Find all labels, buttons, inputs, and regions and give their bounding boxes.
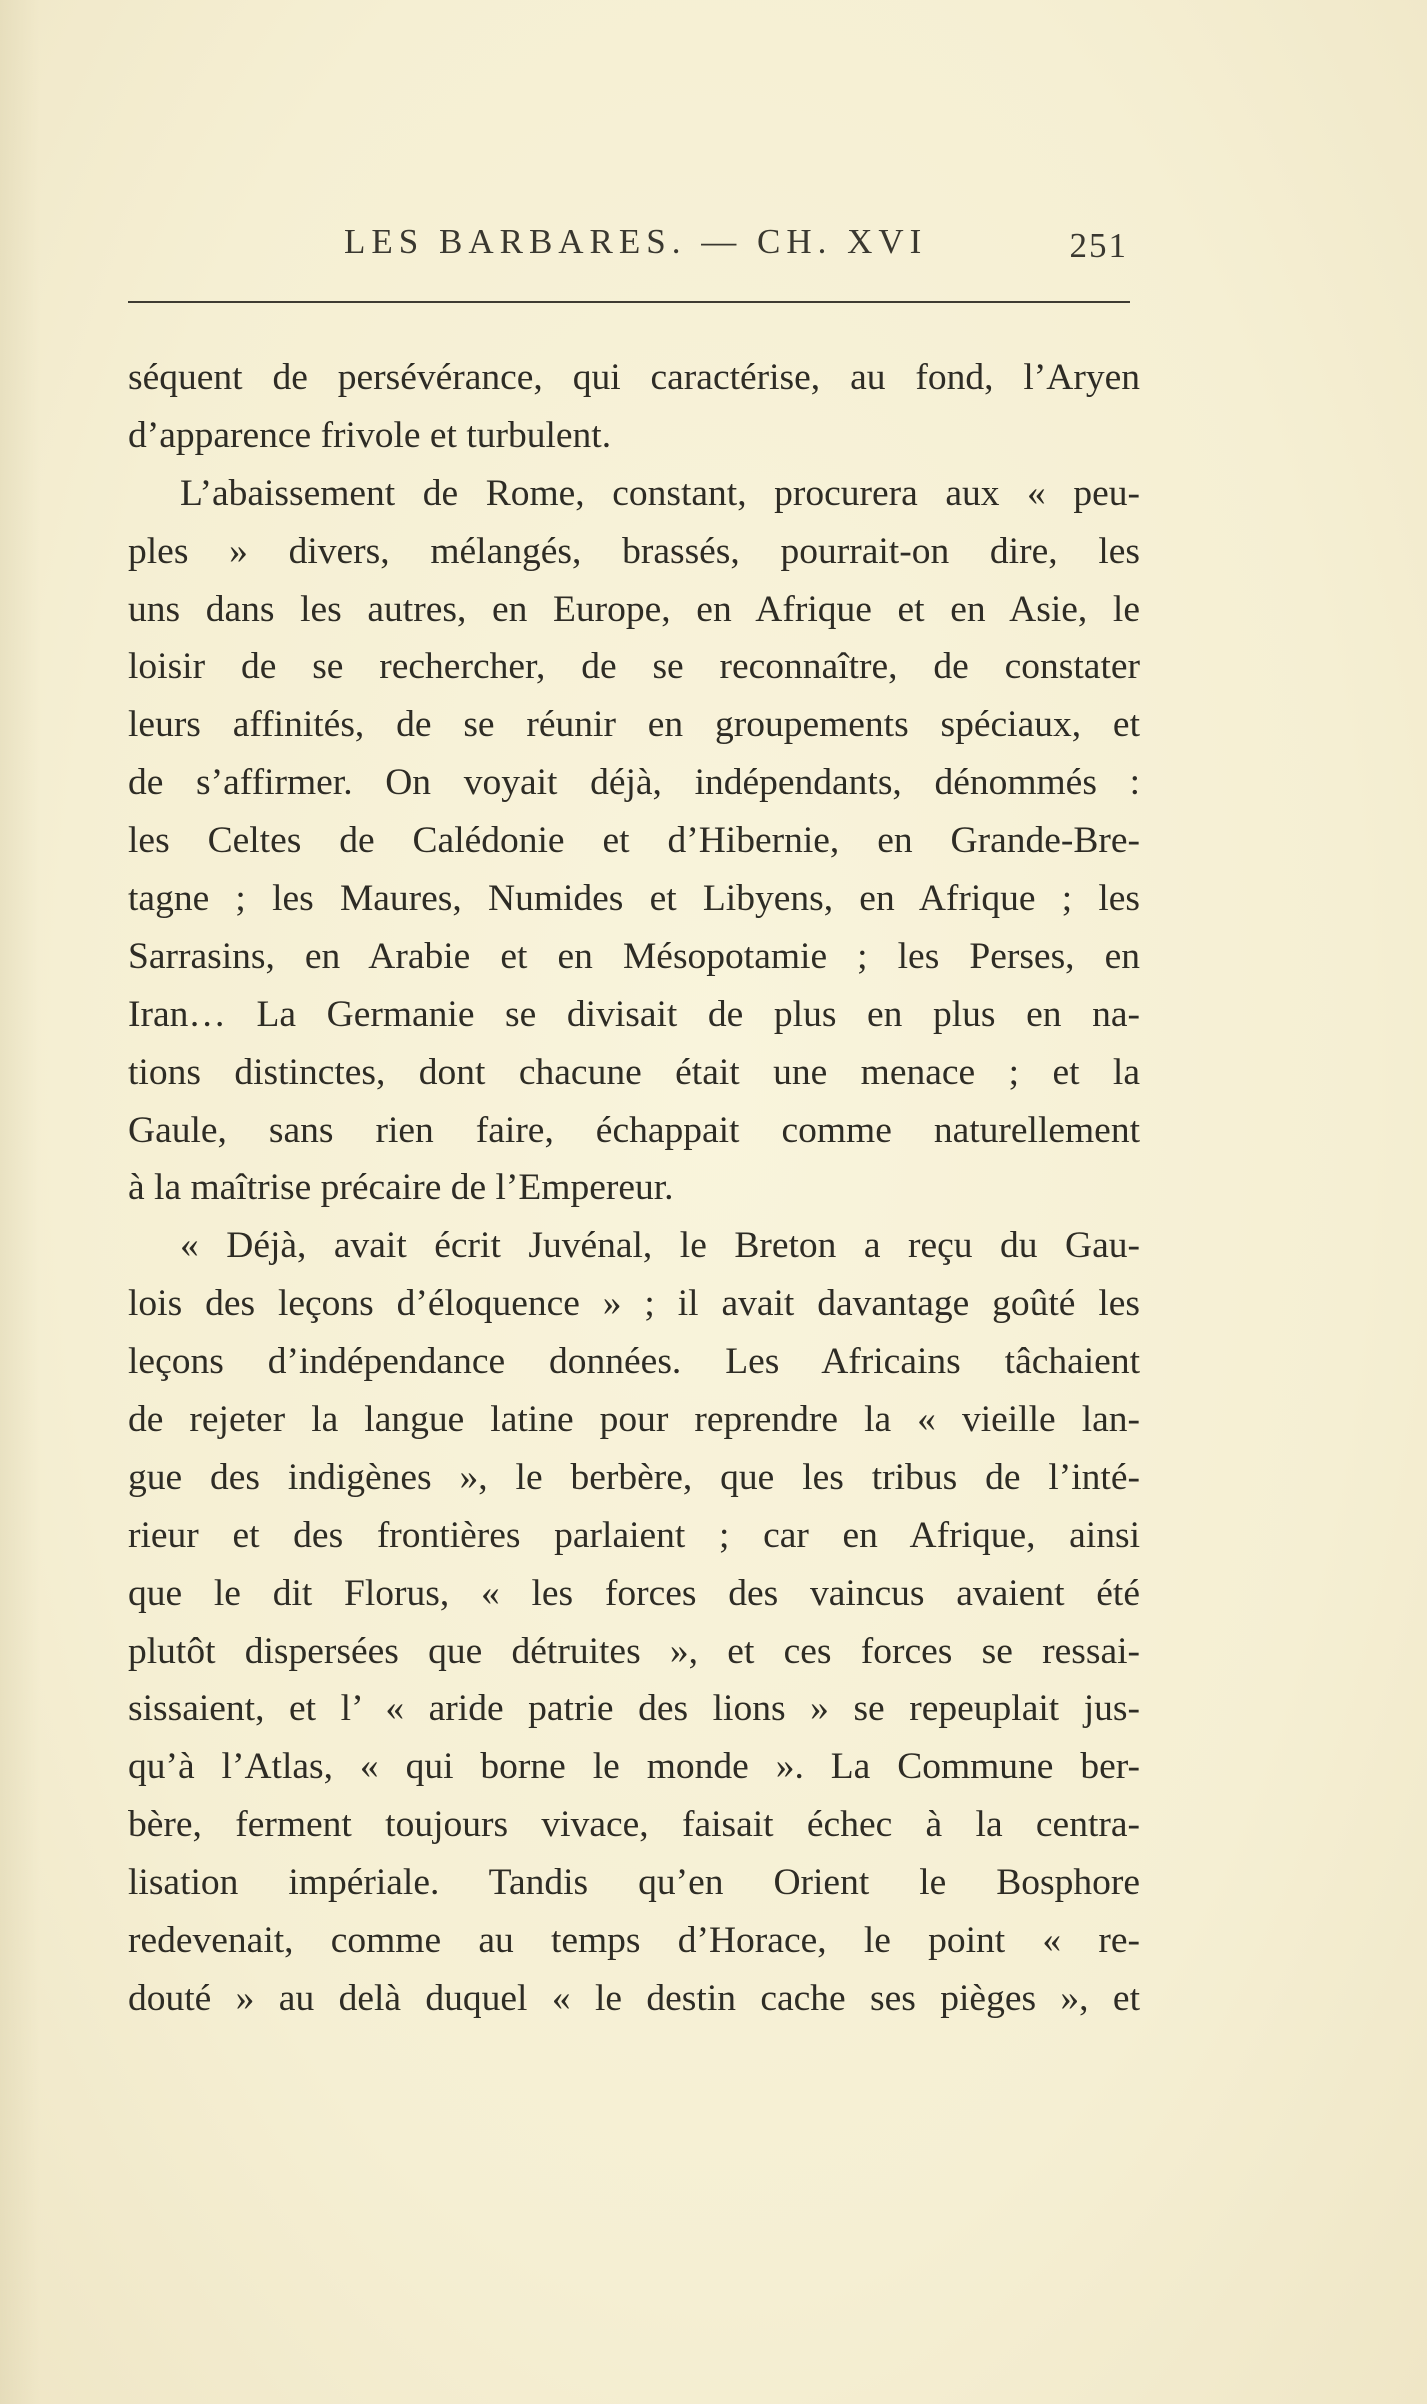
text-line: plutôt dispersées que détruites », et ces forces se ressai- <box>128 1630 1140 1672</box>
page-header <box>128 222 1128 282</box>
page-edge-shadow <box>0 0 40 2404</box>
text-line: rieur et des frontières parlaient ; car en Afrique, ainsi <box>128 1514 1140 1556</box>
text-line: séquent de persévérance, qui caractérise, au fond, l’Aryen <box>128 357 1140 398</box>
text-line: tions distinctes, dont chacune était une menace ; et la <box>128 1051 1140 1093</box>
text-line: Gaule, sans rien faire, échappait comme naturellement <box>128 1109 1140 1151</box>
text-line: loisir de se rechercher, de se reconnaître, de constater <box>128 646 1140 688</box>
running-head: LES BARBARES. — CH. XVI <box>344 222 928 261</box>
text-line: de s’affirmer. On voyait déjà, indépendants, dénommés : <box>128 762 1140 804</box>
text-line: bère, ferment toujours vivace, faisait échec à la centra- <box>128 1804 1140 1846</box>
text-line: leurs affinités, de se réunir en groupements spéciaux, et <box>128 704 1140 746</box>
text-line: douté » au delà duquel « le destin cache ses pièges », et <box>128 1977 1140 2019</box>
text-line: Iran… La Germanie se divisait de plus en plus en na- <box>128 993 1140 1035</box>
page-number: 251 <box>1069 226 1128 265</box>
text-line: redevenait, comme au temps d’Horace, le point « re- <box>128 1920 1140 1962</box>
text-line: sissaient, et l’ « aride patrie des lions » se repeuplait jus- <box>128 1688 1140 1730</box>
text-line: lisation impériale. Tandis qu’en Orient le Bosphore <box>128 1862 1140 1904</box>
text-line: lois des leçons d’éloquence » ; il avait davantage goûté les <box>128 1283 1140 1325</box>
text-line: que le dit Florus, « les forces des vaincus avaient été <box>128 1572 1140 1614</box>
text-line: gue des indigènes », le berbère, que les tribus de l’inté- <box>128 1456 1140 1498</box>
text-line: qu’à l’Atlas, « qui borne le monde ». La Commune ber- <box>128 1746 1140 1788</box>
header-rule <box>128 301 1130 303</box>
text-line: leçons d’indépendance données. Les Africains tâchaient <box>128 1341 1140 1383</box>
body-text <box>128 349 1140 2028</box>
text-line: les Celtes de Calédonie et d’Hibernie, en Grande-Bre- <box>128 820 1140 862</box>
text-line: Sarrasins, en Arabie et en Mésopotamie ; les Perses, en <box>128 935 1140 977</box>
text-line: uns dans les autres, en Europe, en Afrique et en Asie, le <box>128 588 1140 630</box>
text-line: ples » divers, mélangés, brassés, pourrait-on dire, les <box>128 530 1140 572</box>
text-line: d’apparence frivole et turbulent. <box>128 414 612 456</box>
text-line: L’abaissement de Rome, constant, procurera aux « peu- <box>180 472 1140 514</box>
text-line: de rejeter la langue latine pour reprendre la « vieille lan- <box>128 1399 1140 1441</box>
text-line: tagne ; les Maures, Numides et Libyens, en Afrique ; les <box>128 878 1140 920</box>
text-line: à la maîtrise précaire de l’Empereur. <box>128 1167 674 1209</box>
text-line: « Déjà, avait écrit Juvénal, le Breton a reçu du Gau- <box>180 1225 1140 1267</box>
